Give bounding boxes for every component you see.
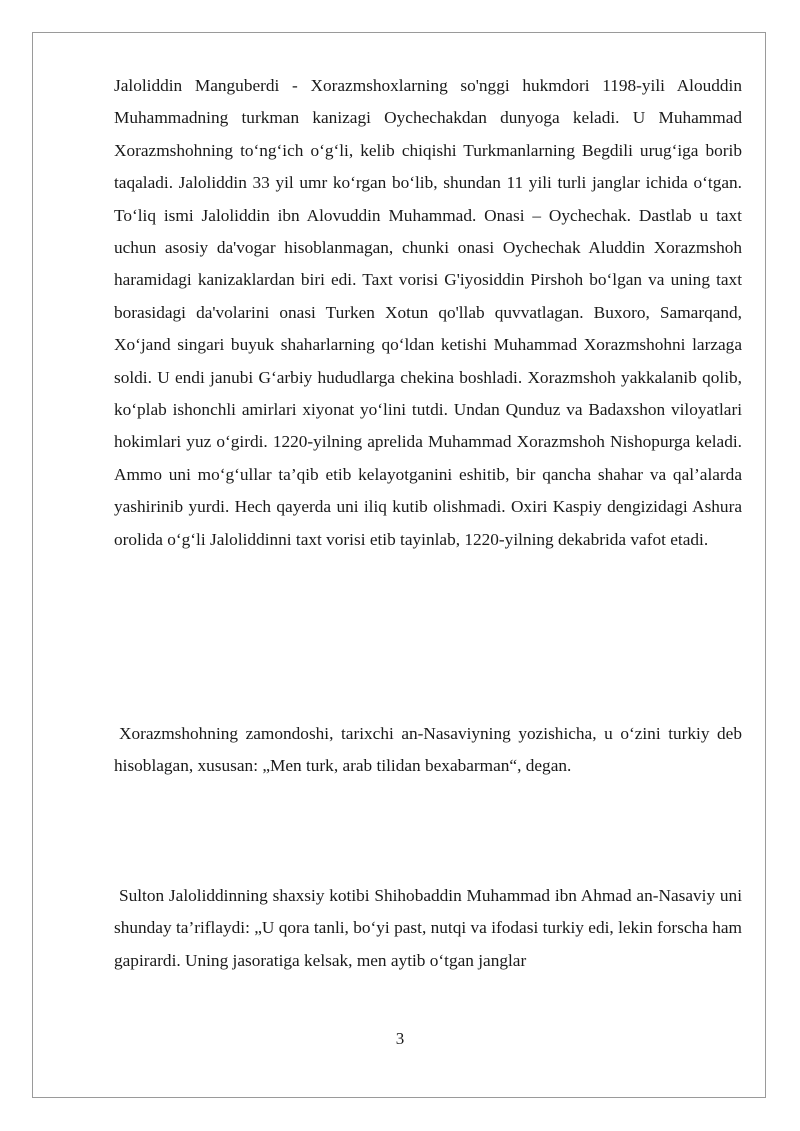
paragraph-biography: Jaloliddin Manguberdi - Xorazmshoxlarning so'nggi hukmdori 1198-yili Alouddin Muhammadning turkman kanizagi Oychechakdan dunyoga keladi. U Muhammad Xorazmshohning to‘ng‘ich o‘g‘li, kelib chiqishi Turkmanlarning Begdili urug‘iga borib taqaladi. Jaloliddin 33 yil umr ko‘rgan bo‘lib, shundan 11 yili turli janglar ichida o‘tgan. To‘liq ismi Jaloliddin ibn Alovuddin Muhammad. Onasi – Oychechak. Dastlab u taxt uchun asosiy da'vogar hisoblanmagan, chunki onasi Oychechak Aluddin Xorazmshoh haramidagi kanizaklardan biri edi. Taxt vorisi G'iyosiddin Pirshoh bo‘lgan va uning taxt borasidagi da'volarini onasi Turken Xotun qo'llab quvvatlagan. Buxoro, Samarqand, Xo‘jand singari buyuk shaharlarning qo‘ldan ketishi Muhammad Xorazmshohni larzaga soldi. U endi janubi G‘arbiy hududlarga chekina boshladi. Xorazmshoh yakkalanib qolib, ko‘plab ishonchli amirlari xiyonat yo‘lini tutdi. Undan Qunduz va Badaxshon viloyatlari hokimlari yuz o‘girdi. 1220-yilning aprelida Muhammad Xorazmshoh Nishopurga keladi. Ammo uni mo‘g‘ullar ta’qib etib kelayotganini eshitib, bir qancha shahar va qal’alarda yashirinib yurdi. Hech qayerda uni iliq kutib olishmadi. Oxiri Kaspiy dengizidagi Ashura orolida o‘g‘li Jaloliddinni taxt vorisi etib tayinlab, 1220-yilning dekabrida vafot etadi.	[114, 76, 742, 549]
paragraph-description: Sulton Jaloliddinning shaxsiy kotibi Shihobaddin Muhammad ibn Ahmad an-Nasaviy uni shunday ta’riflaydi: „U qora tanli, bo‘yi past, nutqi va ifodasi turkiy edi, lekin forscha ham gapirardi. Uning jasoratiga kelsak, men aytib o‘tgan janglar	[114, 886, 742, 970]
paragraph-nasaviy-quote: Xorazmshohning zamondoshi, tarixchi an-Nasaviyning yozishicha, u o‘zini turkiy deb hisoblagan, xususan: „Men turk, arab tilidan bexabarman“, degan.	[114, 724, 742, 776]
page-number: 3	[395, 1029, 405, 1048]
